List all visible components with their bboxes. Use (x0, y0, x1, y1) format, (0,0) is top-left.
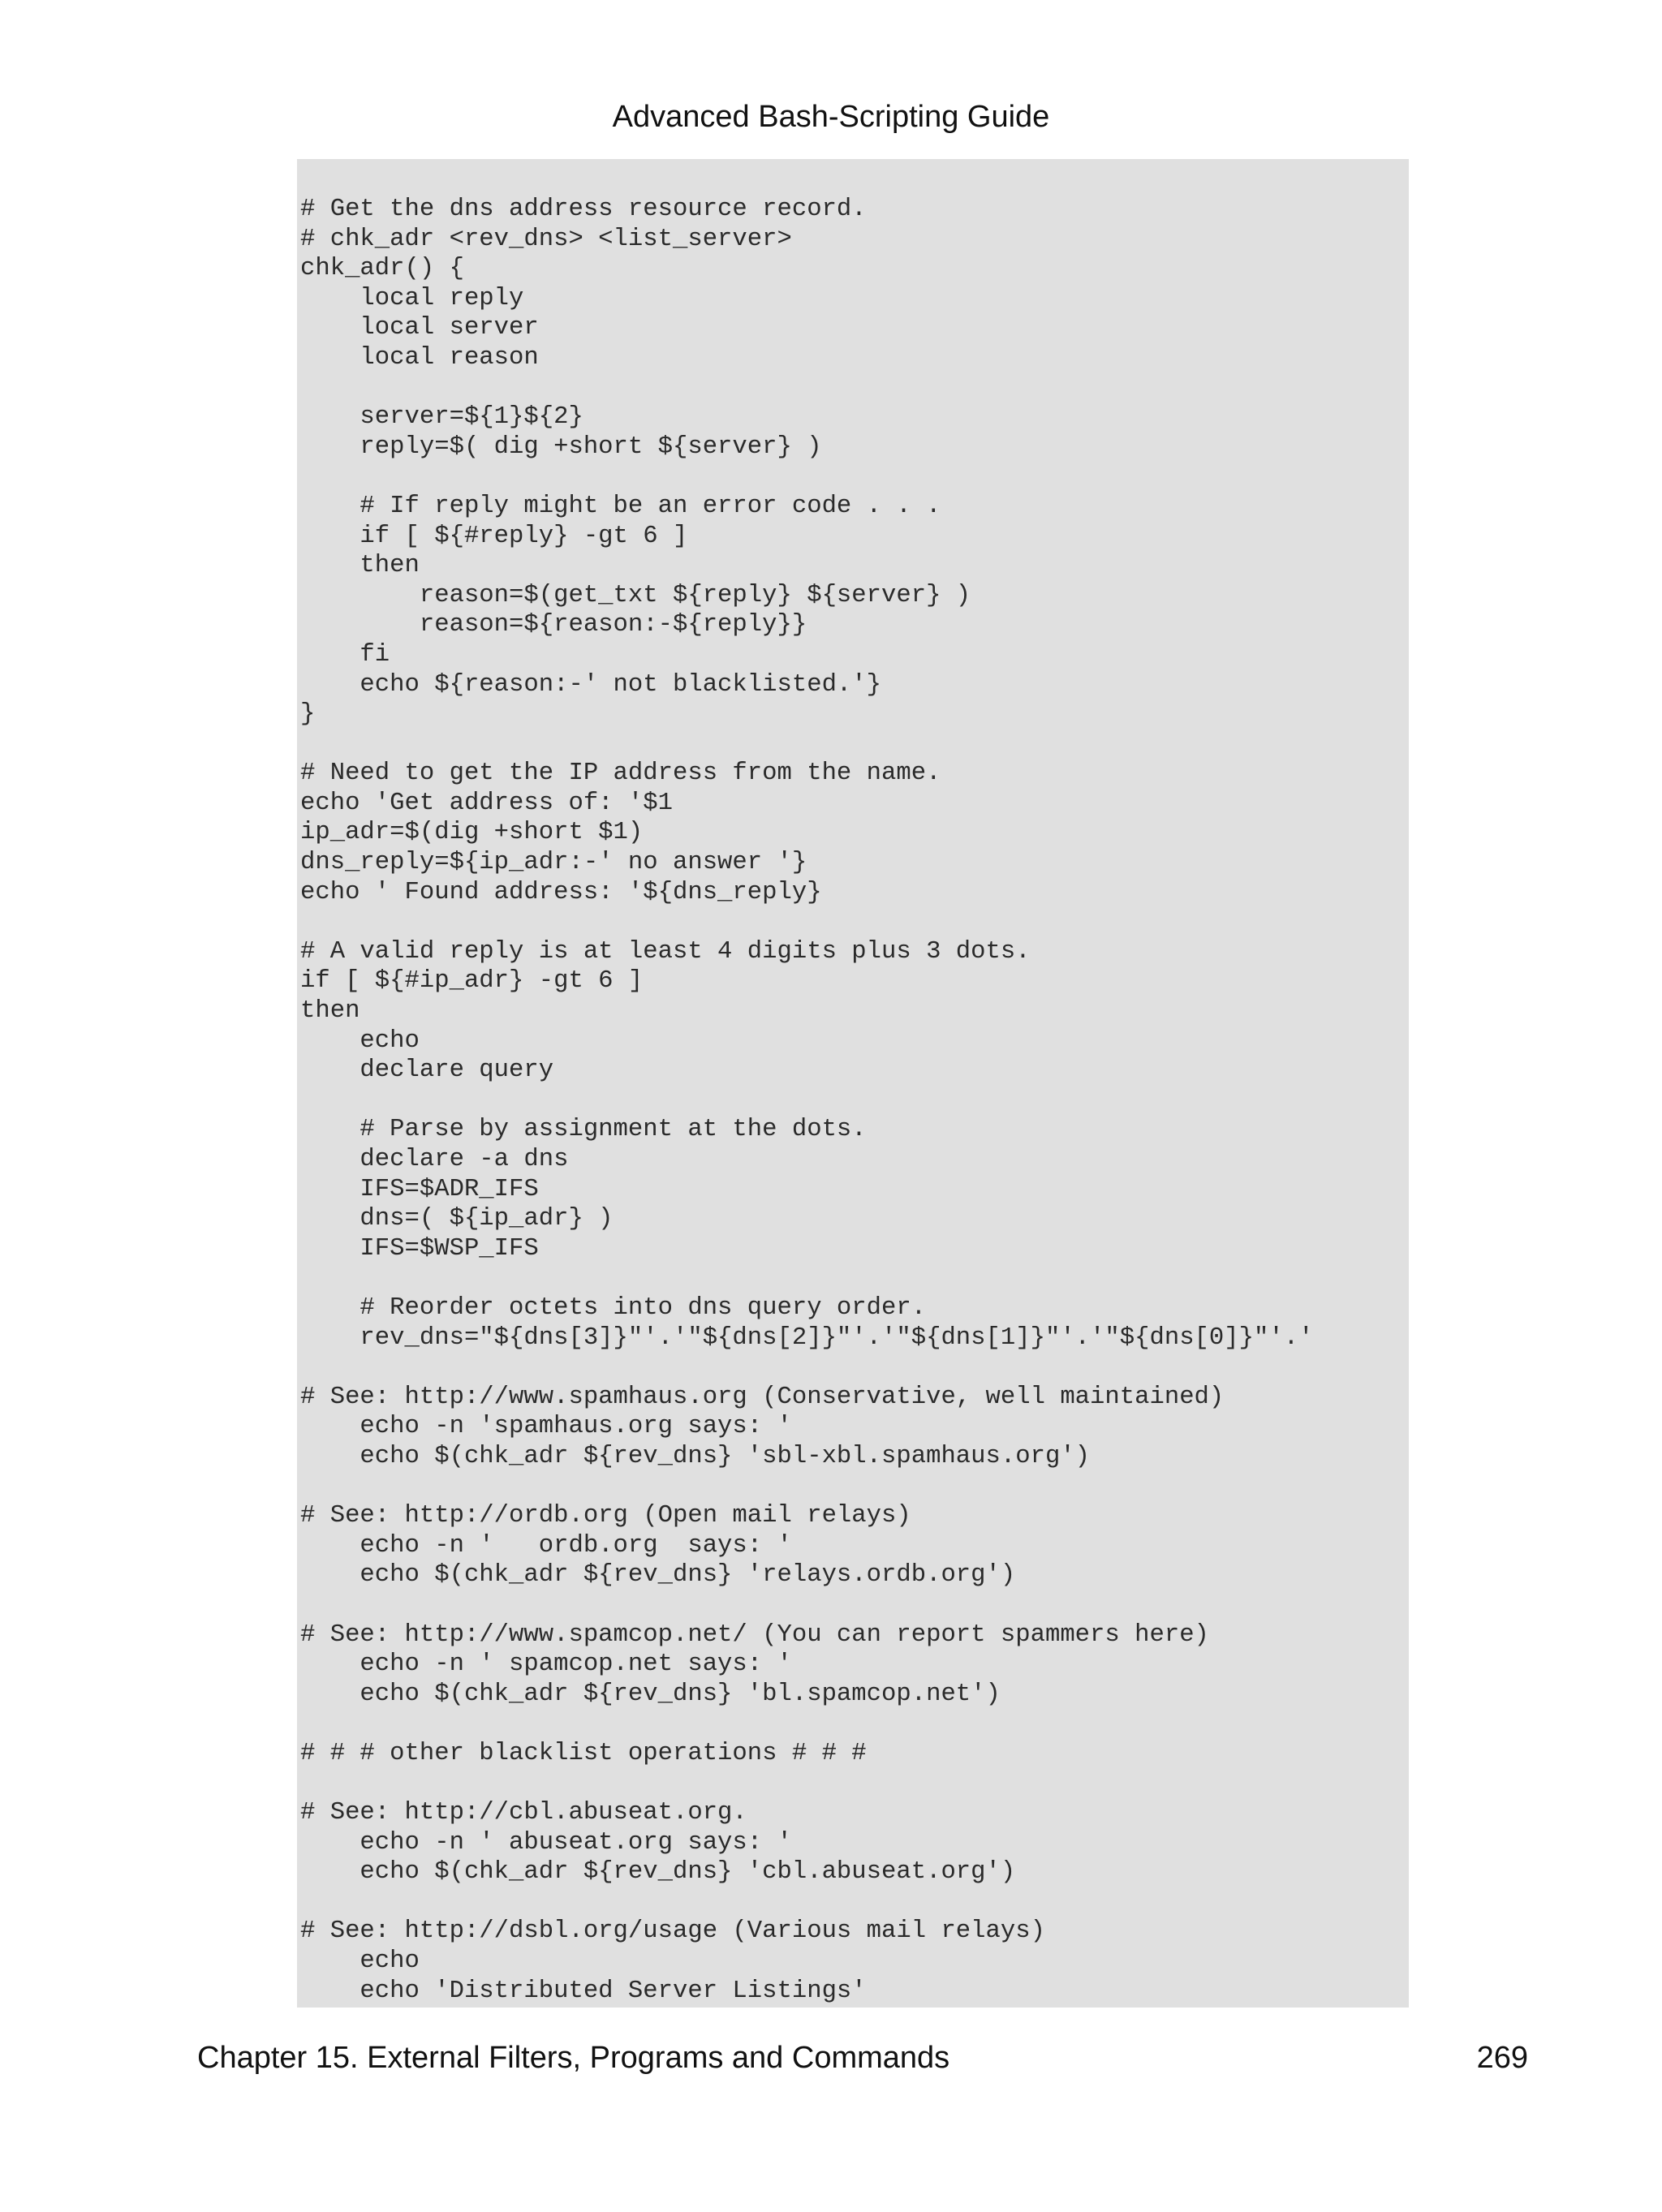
code-line: # See: http://cbl.abuseat.org. (300, 1799, 747, 1827)
code-line: reason=$(get_txt ${reply} ${server} ) (300, 581, 971, 609)
code-line: echo (300, 1026, 420, 1055)
code-line: echo -n 'spamhaus.org says: ' (300, 1413, 792, 1441)
code-line (300, 1768, 1409, 1798)
code-line (300, 1887, 1409, 1917)
code-line (300, 1263, 1409, 1293)
code-line: local reason (300, 343, 539, 372)
code-line (300, 1472, 1409, 1502)
code-line: if [ ${#ip_adr} -gt 6 ] (300, 967, 644, 996)
code-line: # A valid reply is at least 4 digits plus 3 dots. (300, 937, 1031, 966)
code-line: echo $(chk_adr ${rev_dns} 'relays.ordb.org') (300, 1561, 1016, 1590)
code-line: # Get the dns address resource record. (300, 196, 867, 223)
code-line: # # # other blacklist operations # # # (300, 1739, 867, 1767)
code-line: echo $(chk_adr ${rev_dns} 'cbl.abuseat.org') (300, 1858, 1016, 1887)
code-line: if [ ${#reply} -gt 6 ] (300, 522, 688, 550)
code-line (300, 907, 1409, 937)
code-line: # See: http://www.spamhaus.org (Conservative, well maintained) (300, 1383, 1225, 1411)
code-line: # chk_adr <rev_dns> <list_server> (300, 225, 792, 253)
code-line: echo $(chk_adr ${rev_dns} 'sbl-xbl.spamhaus.org') (300, 1442, 1091, 1470)
code-line: # Reorder octets into dns query order. (300, 1293, 927, 1322)
code-line: rev_dns="${dns[3]}"'.'"${dns[2]}"'.'"${dns[1]}"'.'"${dns[0]}"'.' (300, 1323, 1314, 1352)
code-line: declare -a dns (300, 1146, 569, 1173)
footer-chapter-title: Chapter 15. External Filters, Programs and Commands (197, 2041, 950, 2075)
code-line: # If reply might be an error code . . . (300, 492, 941, 520)
code-line: local reply (300, 284, 524, 312)
code-line: echo ' Found address: '${dns_reply} (300, 878, 822, 906)
code-line: echo 'Distributed Server Listings' (300, 1977, 867, 2005)
code-line: echo -n ' ordb.org says: ' (300, 1531, 792, 1560)
code-line: # See: http://www.spamcop.net/ (You can report spammers here) (300, 1620, 1209, 1649)
code-line: echo -n ' abuseat.org says: ' (300, 1828, 792, 1857)
code-line: echo 'Get address of: '$1 (300, 789, 673, 817)
code-line: server=${1}${2} (300, 403, 583, 432)
code-line: echo -n ' spamcop.net says: ' (300, 1650, 792, 1679)
code-line: declare query (300, 1057, 554, 1085)
code-line: IFS=$WSP_IFS (300, 1234, 539, 1263)
page-header: Advanced Bash-Scripting Guide (612, 100, 1050, 134)
code-line (300, 373, 1409, 403)
code-line: # Need to get the IP address from the name. (300, 760, 941, 788)
code-line (300, 1590, 1409, 1620)
code-line: ip_adr=$(dig +short $1) (300, 819, 644, 847)
code-line: # Parse by assignment at the dots. (300, 1116, 867, 1144)
code-listing (297, 159, 1409, 2008)
code-line: # See: http://dsbl.org/usage (Various mail relays) (300, 1917, 1045, 1946)
code-line (300, 462, 1409, 492)
code-line: then (300, 552, 420, 580)
code-line: IFS=$ADR_IFS (300, 1175, 539, 1203)
code-line: fi (300, 640, 390, 669)
code-line (300, 1086, 1409, 1116)
code-line: reason=${reason:-${reply}} (300, 611, 807, 639)
code-line: # See: http://ordb.org (Open mail relays) (300, 1502, 911, 1530)
code-line: then (300, 997, 360, 1026)
code-line (300, 1709, 1409, 1739)
code-line: echo $(chk_adr ${rev_dns} 'bl.spamcop.net') (300, 1680, 1001, 1708)
code-line: reply=$( dig +short ${server} ) (300, 433, 822, 461)
code-line (300, 729, 1409, 760)
code-line (300, 1353, 1409, 1383)
code-line: echo (300, 1947, 420, 1976)
footer-page-number: 269 (1476, 2041, 1528, 2075)
code-line: dns=( ${ip_adr} ) (300, 1205, 614, 1233)
code-line: chk_adr() { (300, 255, 464, 283)
code-line: dns_reply=${ip_adr:-' no answer '} (300, 849, 807, 877)
code-line: local server (300, 314, 539, 342)
code-line: } (300, 700, 316, 729)
code-line: echo ${reason:-' not blacklisted.'} (300, 670, 882, 699)
